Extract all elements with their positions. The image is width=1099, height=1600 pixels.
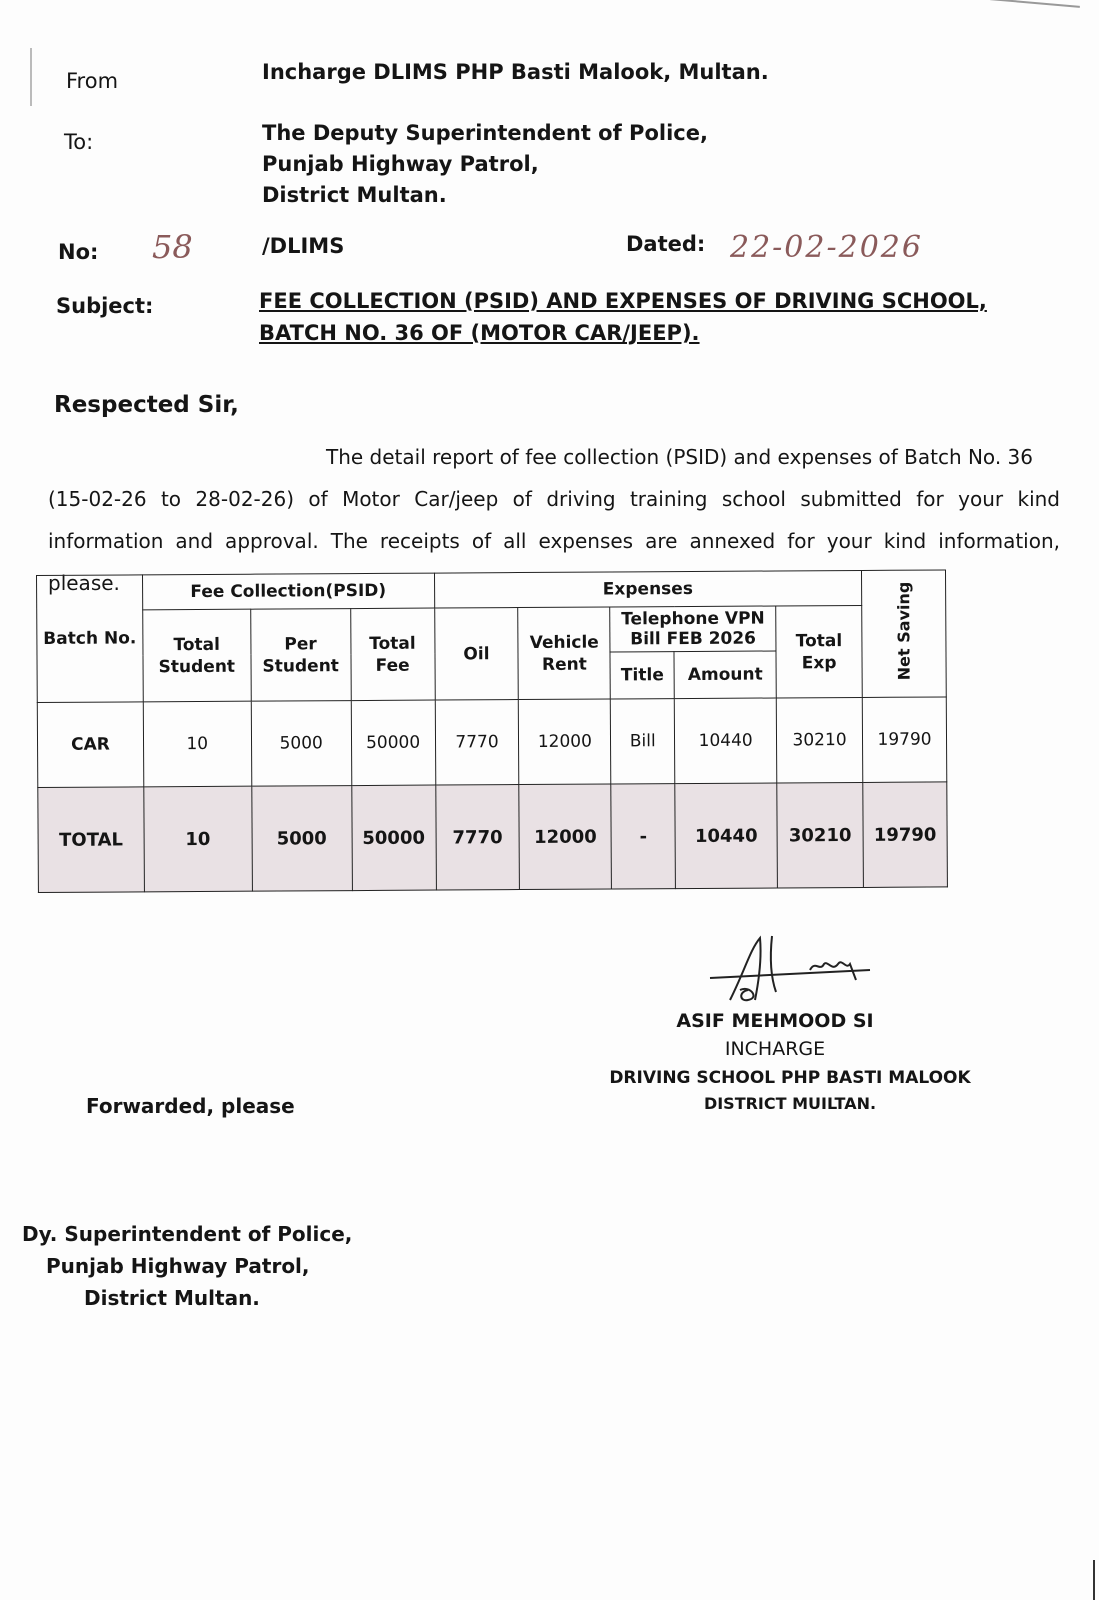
forwarding-line-2: Punjab Highway Patrol, — [46, 1254, 310, 1278]
signature-mark — [700, 930, 880, 1010]
cell-total-exp: 30210 — [777, 782, 864, 888]
forwarding-address — [22, 1218, 352, 1314]
cell-title: Bill — [611, 699, 675, 784]
subject-line-2: BATCH NO. 36 OF (MOTOR CAR/JEEP). — [259, 321, 700, 345]
no-label: No: — [58, 240, 99, 264]
subject-label: Subject: — [56, 294, 154, 318]
cell-amount: 10440 — [675, 783, 778, 889]
to-address — [262, 118, 708, 211]
cell-total-fee: 50000 — [351, 700, 435, 786]
scan-mark-bottom-right — [1093, 1560, 1095, 1600]
forwarding-line-1: Dy. Superintendent of Police, — [22, 1222, 353, 1246]
cell-total-student: 10 — [143, 701, 251, 787]
body-line-1: The detail report of fee collection (PSID) and expenses of Batch No. 36 — [326, 445, 1033, 469]
cell-vehicle-rent: 12000 — [519, 699, 611, 785]
table-row-total — [38, 782, 948, 893]
cell-per-student: 5000 — [251, 786, 352, 892]
header-batch-no: Batch No. — [37, 575, 144, 703]
table-row — [37, 697, 947, 788]
dated-handwritten: 22-02-2026 — [730, 230, 923, 265]
signatory-office: DRIVING SCHOOL PHP BASTI MALOOK — [609, 1068, 971, 1088]
to-line-2: Punjab Highway Patrol, — [262, 152, 539, 176]
forwarded-note: Forwarded, please — [86, 1094, 295, 1118]
from-value: Incharge DLIMS PHP Basti Malook, Multan. — [262, 60, 769, 84]
body-line-3: information and approval. The receipts of all expenses are annexed for your kind information, please. — [48, 529, 1060, 595]
header-title: Title — [610, 652, 674, 699]
signatory-designation: INCHARGE — [724, 1038, 826, 1060]
header-amount: Amount — [674, 651, 776, 699]
to-label: To: — [64, 130, 94, 154]
cell-total-student: 10 — [144, 786, 253, 892]
subject-line-1: FEE COLLECTION (PSID) AND EXPENSES OF DRIVING SCHOOL, — [259, 289, 987, 313]
from-label: From — [66, 69, 119, 93]
header-total-exp: Total Exp — [776, 605, 862, 698]
cell-batch: TOTAL — [38, 787, 144, 893]
cell-oil: 7770 — [435, 700, 519, 786]
to-line-1: The Deputy Superintendent of Police, — [262, 121, 708, 145]
cell-title: - — [611, 784, 676, 889]
dated-label: Dated: — [626, 232, 706, 256]
header-expenses: Expenses — [434, 570, 862, 608]
header-oil: Oil — [434, 608, 518, 701]
cell-total-fee: 50000 — [351, 785, 436, 891]
cell-per-student: 5000 — [251, 701, 351, 787]
scan-mark-left — [30, 48, 32, 106]
signatory-district: DISTRICT MUILTAN. — [703, 1094, 877, 1113]
header-total-student: Total Student — [143, 609, 251, 702]
cell-vehicle-rent: 12000 — [519, 784, 612, 890]
signatory-name: ASIF MEHMOOD SI — [676, 1010, 874, 1032]
signatory-block — [600, 1010, 980, 1113]
net-saving-label: Net Saving — [893, 581, 914, 681]
header-fee-collection: Fee Collection(PSID) — [142, 573, 434, 610]
cell-net-saving: 19790 — [863, 782, 948, 888]
fee-expense-table — [36, 569, 948, 893]
subject — [259, 285, 987, 349]
forwarding-line-3: District Multan. — [84, 1286, 260, 1310]
header-total-fee: Total Fee — [350, 608, 434, 701]
cell-net-saving: 19790 — [862, 697, 947, 783]
body-line-2: (15-02-26 to 28-02-26) of Motor Car/jeep of driving training school submitted for your kind — [48, 487, 1060, 511]
cell-total-exp: 30210 — [776, 697, 862, 783]
header-vehicle-rent: Vehicle Rent — [518, 607, 610, 700]
cell-amount: 10440 — [674, 698, 776, 784]
to-line-3: District Multan. — [262, 183, 447, 207]
no-suffix: /DLIMS — [262, 234, 345, 258]
cell-batch: CAR — [37, 702, 143, 788]
salutation: Respected Sir, — [54, 392, 239, 418]
header-per-student: Per Student — [250, 609, 350, 702]
scan-mark-top-right — [990, 0, 1080, 8]
header-telephone: Telephone VPN Bill FEB 2026 — [610, 606, 776, 652]
no-handwritten: 58 — [152, 228, 193, 266]
cell-oil: 7770 — [435, 785, 519, 891]
header-net-saving — [861, 570, 946, 698]
